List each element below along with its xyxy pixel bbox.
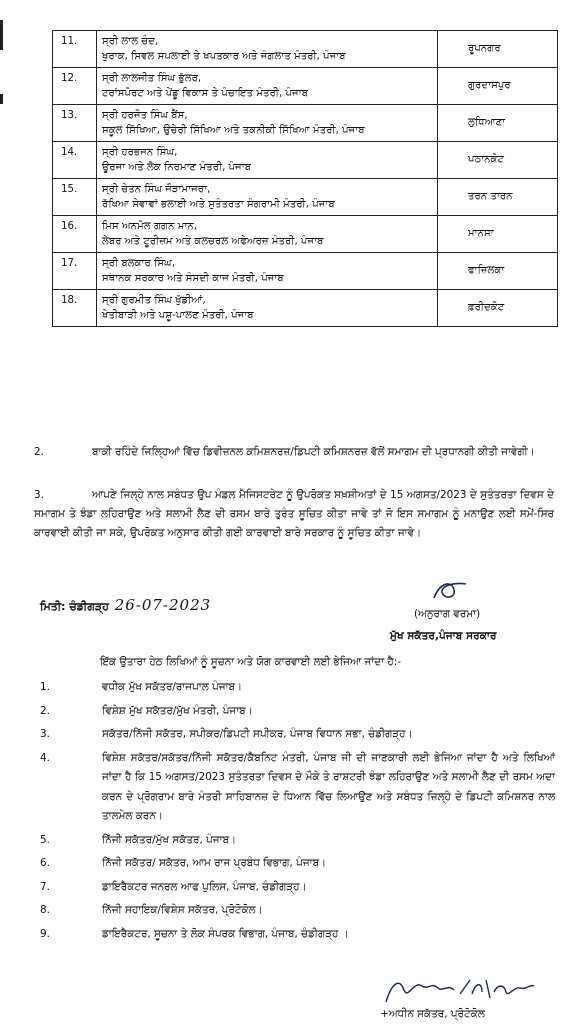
recipient-text: ਵਧੀਕ ਮੁੱਖ ਸਕੱਤਰ/ਰਾਜਪਾਲ ਪੰਜਾਬ।	[102, 681, 243, 693]
signer-title: ਮੁੱਖ ਸਕੱਤਰ,ਪੰਜਾਬ ਸਰਕਾਰ	[390, 630, 497, 642]
minister-name: ਸ੍ਰੀ ਚੇਤਨ ਸਿੰਘ ਜੌੜਾਮਾਜਰਾ,	[102, 184, 211, 195]
ministers-table-body	[53, 31, 558, 327]
table-row	[53, 253, 558, 290]
minister-portfolio: ਸਥਾਨਕ ਸਰਕਾਰ ਅਤੇ ਸੰਸਦੀ ਕਾਜ ਮੰਤਰੀ, ਪੰਜਾਬ	[102, 273, 284, 284]
recipient-number: 8.	[40, 904, 50, 916]
minister-cell	[97, 290, 438, 327]
minister-portfolio: ਸਕੂਲ ਸਿੱਖਿਆ, ਉਚੇਰੀ ਸਿੱਖਿਆ ਅਤੇ ਤਕਨੀਕੀ ਸਿੱਖਿਆ ਮੰਤਰੀ, ਪੰਜਾਬ	[102, 125, 365, 136]
serial-number: 11.	[53, 31, 97, 68]
date-label: ਮਿਤੀ: ਚੰਡੀਗੜ੍ਹ	[40, 600, 109, 613]
recipient-text: ਨਿੱਜੀ ਸਹਾਇਕ/ਵਿਸ਼ੇਸ ਸਕੱਤਰ, ਪ੍ਰੋਟੋਕੋਲ।	[102, 904, 263, 916]
paragraph-3	[34, 486, 554, 543]
district-name: ਪਠਾਨਕੋਟ	[438, 142, 558, 179]
recipient-number: 3.	[40, 728, 50, 740]
district-name: ਫਾਜ਼ਿਲਕਾ	[438, 253, 558, 290]
ministers-table	[52, 30, 558, 327]
recipient-number: 2.	[40, 704, 50, 717]
minister-portfolio: ਖੁਰਾਕ, ਸਿਵਲ ਸਪਲਾਈ ਤੇ ਖਪਤਕਾਰ ਅਤੇ ਜੰਗਲਾਤ ਮੰਤਰੀ, ਪੰਜਾਬ	[102, 51, 346, 62]
signature-mark	[430, 578, 470, 602]
list-item	[40, 925, 555, 945]
minister-name: ਸ੍ਰੀ ਲਾਲ ਚੰਦ,	[102, 36, 159, 47]
minister-cell	[97, 179, 438, 216]
paragraph-number: 3.	[34, 489, 44, 501]
minister-portfolio: ਖੇਤੀਬਾੜੀ ਅਤੇ ਪਸ਼ੂ-ਪਾਲਣ ਮੰਤਰੀ, ਪੰਜਾਬ	[102, 310, 254, 321]
minister-cell	[97, 142, 438, 179]
table-row	[53, 31, 558, 68]
minister-name: ਸ੍ਰੀ ਗੁਰਮੀਤ ਸਿੰਘ ਖੁੱਡੀਆਂ,	[102, 295, 206, 306]
date-value: 26-07-2023	[114, 596, 212, 614]
district-name: ਫ਼ਰੀਦਕੋਟ	[438, 290, 558, 327]
district-name: ਤਰਨ ਤਾਰਨ	[438, 179, 558, 216]
table-row	[53, 179, 558, 216]
list-item	[40, 854, 555, 874]
issue-date	[40, 596, 211, 614]
table-row	[53, 105, 558, 142]
table-row	[53, 290, 558, 327]
scan-edge-mark	[0, 94, 3, 104]
serial-number: 17.	[53, 253, 97, 290]
minister-cell	[97, 68, 438, 105]
recipient-number: 9.	[40, 927, 50, 940]
recipients-list	[40, 678, 555, 948]
serial-number: 18.	[53, 290, 97, 327]
serial-number: 14.	[53, 142, 97, 179]
minister-portfolio: ਲੇਬਰ ਅਤੇ ਟੂਰੀਜ਼ਮ ਅਤੇ ਕਲਚਰਲ ਅਫੇਅਰਜ਼ ਮੰਤਰੀ, ਪੰਜਾਬ	[102, 236, 324, 247]
table-row	[53, 142, 558, 179]
table-row	[53, 216, 558, 253]
recipient-number: 7.	[40, 880, 50, 893]
recipient-text: ਸਕੱਤਰ/ਨਿੱਜੀ ਸਕੱਤਰ, ਸਪੀਕਰ/ਡਿਪਟੀ ਸਪੀਕਰ, ਪੰਜਾਬ ਵਿਧਾਨ ਸਭਾ, ਚੰਡੀਗੜ੍ਹ।	[102, 728, 413, 740]
list-item	[40, 901, 555, 921]
copy-forwarding-note: ਇੱਕ ਉਤਾਰਾ ਹੇਠ ਲਿਖਿਆਂ ਨੂੰ ਸੂਚਨਾ ਅਤੇ ਯੋਗ ਕਾਰਵਾਈ ਲਈ ਭੇਜਿਆ ਜਾਂਦਾ ਹੈ:-	[100, 656, 402, 668]
serial-number: 15.	[53, 179, 97, 216]
paragraph-2	[34, 443, 554, 462]
district-name: ਮਾਨਸਾ	[438, 216, 558, 253]
paragraph-number: 2.	[34, 446, 44, 458]
minister-cell	[97, 105, 438, 142]
recipient-text: ਡਾਇਰੈਕਟਰ ਜਨਰਲ ਆਫ ਪੁਲਿਸ, ਪੰਜਾਬ, ਚੰਡੀਗੜ੍ਹ।	[102, 880, 307, 893]
recipient-number: 4.	[40, 751, 50, 764]
recipient-text: ਨਿੱਜੀ ਸਕੱਤਰ/ਮੁੱਖ ਸਕੱਤਰ, ਪੰਜਾਬ।	[102, 833, 237, 846]
list-item	[40, 878, 555, 898]
scan-edge-mark	[0, 20, 3, 50]
recipient-number: 1.	[40, 681, 50, 693]
minister-name: ਸ੍ਰੀ ਹਰਭਜਨ ਸਿੰਘ,	[102, 147, 178, 158]
minister-portfolio: ਰੱਖਿਆ ਸੇਵਾਵਾਂ ਭਲਾਈ ਅਤੇ ਸੁਤੰਤਰਤਾ ਸੰਗਰਾਮੀ ਮੰਤਰੀ, ਪੰਜਾਬ	[102, 199, 335, 210]
district-name: ਲੁਧਿਆਣਾ	[438, 105, 558, 142]
table-row	[53, 68, 558, 105]
paragraph-text: ਆਪਣੇ ਜਿਲ੍ਹੇ ਨਾਲ ਸਬੰਧਤ ਉਪ ਮੰਡਲ ਮੈਜਿਸਟਰੇਟ ਨੂੰ ਉਪਰੋਕਤ ਸਖ਼ਸ਼ੀਅਤਾਂ ਦੇ 15 ਅਗਸਤ/2023 ਦੇ ਸੁਤੰਤਰਤਾ ਦਿਵਸ ਦੇ ਸਮਾਗਮ ਤੇ ਝੰਡਾ ਲਹਿਰਾਉਣ ਅਤੇ ਸਲਾਮੀ ਲੈਣ ਦੀ ਰਸਮ ਬਾਰੇ ਤੁਰੰਤ ਸੂਚਿਤ ਕੀਤਾ ਜਾਵੇ ਤਾਂ ਜੋ ਇਸ ਸਮਾਗਮ ਨੂੰ ਮਨਾਉਣ ਲਈ ਸਮੇਂ-ਸਿਰ ਕਾਰਵਾਈ ਕੀਤੀ ਜਾ ਸਕੇ, ਉਪਰੋਕਤ ਅਨੁਸਾਰ ਕੀਤੀ ਗਈ ਕਾਰਵਾਈ ਬਾਰੇ ਸਰਕਾਰ ਨੂੰ ਸੂਚਿਤ ਕੀਤਾ ਜਾਵੇ।	[34, 489, 554, 539]
recipient-text: ਨਿੱਜੀ ਸਕੱਤਰ/ ਸਕੱਤਰ, ਆਮ ਰਾਜ ਪ੍ਰਬੰਧ ਵਿਭਾਗ, ਪੰਜਾਬ।	[102, 857, 327, 869]
list-item	[40, 831, 555, 851]
minister-name: ਸ੍ਰੀ ਲਾਲਜੀਤ ਸਿੰਘ ਭੁੱਲਰ,	[102, 73, 202, 84]
recipient-number: 6.	[40, 857, 50, 869]
list-item	[40, 702, 555, 722]
minister-cell	[97, 216, 438, 253]
footer-signer: +ਅਧੀਨ ਸਕੱਤਰ, ਪ੍ਰੋਟੋਕੋਲ	[380, 1008, 485, 1020]
minister-portfolio: ਟਰਾਂਸਪੋਰਟ ਅਤੇ ਪੇਂਡੂ ਵਿਕਾਸ ਤੇ ਪੰਚਾਇਤ ਮੰਤਰੀ, ਪੰਜਾਬ	[102, 88, 308, 99]
list-item	[40, 749, 555, 827]
recipient-text: ਡਾਇਰੈਕਟਰ, ਸੂਚਨਾ ਤੇ ਲੋਕ ਸੰਪਰਕ ਵਿਭਾਗ, ਪੰਜਾਬ, ਚੰਡੀਗੜ੍ਹ ।	[102, 927, 349, 940]
recipient-number: 5.	[40, 833, 50, 846]
serial-number: 12.	[53, 68, 97, 105]
signer-name: (ਅਨੁਰਾਗ ਵਰਮਾ)	[414, 608, 481, 620]
district-name: ਰੂਪਨਗਰ	[438, 31, 558, 68]
recipient-text: ਵਿਸ਼ੇਸ਼ ਮੁੱਖ ਸਕੱਤਰ/ਮੁੱਖ ਮੰਤਰੀ, ਪੰਜਾਬ।	[102, 704, 253, 717]
district-name: ਗੁਰਦਾਸਪੁਰ	[438, 68, 558, 105]
minister-name: ਸ੍ਰੀ ਬਲਕਾਰ ਸਿੰਘ,	[102, 258, 175, 269]
minister-cell	[97, 31, 438, 68]
recipient-text: ਵਿਸ਼ੇਸ਼ ਸਕੱਤਰ/ਸਕੱਤਰ/ਨਿੱਜੀ ਸਕੱਤਰ/ਕੈਬਨਿਟ ਮੰਤਰੀ, ਪੰਜਾਬ ਜੀ ਦੀ ਜਾਣਕਾਰੀ ਲਈ ਭੇਜਿਆ ਜਾਂਦਾ ਹੈ ਅਤੇ ਲਿਖਿਆਂ ਜਾਂਦਾ ਹੈ ਕਿ 15 ਅਗਸਤ/2023 ਸੁਤੰਤਰਤਾ ਦਿਵਸ ਦੇ ਮੌਕੇ ਤੇ ਰਾਸ਼ਟਰੀ ਝੰਡਾ ਲਹਿਰਾਉਣ ਅਤੇ ਸਲਾਮੀ ਲੈਣ ਦੀ ਰਸਮ ਅਦਾ ਕਰਨ ਦੇ ਪ੍ਰੋਗਰਾਮ ਬਾਰੇ ਮੰਤਰੀ ਸਾਹਿਬਾਨਜ਼ ਦੇ ਧਿਆਨ ਵਿੱਚ ਲਿਆਉਣ ਅਤੇ ਸਬੰਧਤ ਜ਼ਿਲ੍ਹੇ ਦੇ ਡਿਪਟੀ ਕਮਿਸ਼ਨਰ ਨਾਲ ਤਾਲਮੇਲ ਕਰਨ।	[102, 751, 555, 822]
minister-name: ਸ੍ਰੀ ਹਰਜੋਤ ਸਿੰਘ ਬੈਂਸ,	[102, 110, 188, 121]
minister-cell	[97, 253, 438, 290]
serial-number: 16.	[53, 216, 97, 253]
list-item	[40, 725, 555, 745]
serial-number: 13.	[53, 105, 97, 142]
list-item	[40, 678, 555, 698]
minister-name: ਮਿਸ ਅਨਮੋਲ ਗਗਨ ਮਾਨ,	[102, 221, 197, 232]
paragraph-text: ਬਾਕੀ ਰਹਿੰਦੇ ਜਿਲ੍ਹਿਆਂ ਵਿੱਚ ਡਿਵੀਜ਼ਨਲ ਕਮਿਸ਼ਨਰਜ਼/ਡਿਪਟੀ ਕਮਿਸ਼ਨਰਜ਼ ਵੱਲੋਂ ਸਮਾਗਮ ਦੀ ਪ੍ਰਧਾਨਗੀ ਕੀਤੀ ਜਾਵੇਗੀ।	[92, 446, 535, 458]
handwritten-signature	[378, 972, 538, 1008]
minister-portfolio: ਊਰਜਾ ਅਤੇ ਲੋਕ ਨਿਰਮਾਣ ਮੰਤਰੀ, ਪੰਜਾਬ	[102, 162, 252, 173]
